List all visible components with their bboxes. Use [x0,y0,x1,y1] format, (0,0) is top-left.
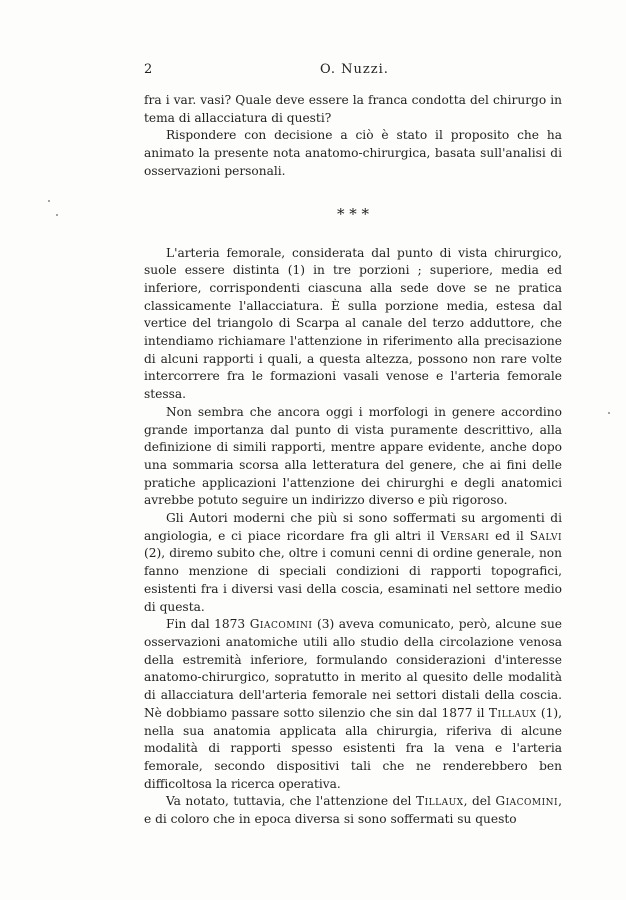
speck [48,200,50,202]
section-asterism: * * * [336,204,370,223]
paragraph-morphologists: Non sembra che ancora oggi i morfologi in genere accordino grande importanza dal punto di vista puramente descrittivo, alla definizione di simili rapporti, mentre appare evidente, anche dopo una sommaria scorsa alla letteratura del genere, che ai fini delle pratiche applicazioni l'attenzione dei chirurghi e degli anatomici avrebbe potuto seguire un indirizzo diverso e più rigoroso. [144,404,562,508]
author-name: Giacomini [495,794,559,809]
paragraph-purpose: Rispondere con decisione a ciò è stato il proposito che ha animato la presente nota anatomo-chirurgica, basata sull'analisi di osservazioni personali. [144,128,562,178]
text-run: , del [463,794,496,809]
author-name: Versari [440,528,490,543]
text-run: Fin dal 1873 [166,617,250,632]
author-name: Tillaux [488,705,537,720]
author-name: Tillaux [415,794,464,809]
speck [608,412,610,414]
paragraph-modern-authors [144,510,562,616]
speck [56,214,58,216]
running-head: O. Nuzzi. [320,62,389,77]
author-name: Giacomini [249,617,313,632]
paragraph-femoral-artery: L'arteria femorale, considerata dal punto di vista chirurgico, suole essere distinta (1) in tre porzioni ; superiore, media ed inferiore, corrispondenti ciascuna alla sede dove se ne pratica classicamente l'allacciatura. È sulla porzione media, estesa dal vertice del triangolo di Scarpa al canale del terzo adduttore, che intendiamo richiamare l'attenzione in riferimento alla precisazione di alcuni rapporti i quali, a questa altezza, possono non rare volte intercorrere fra le formazioni vasali venose e l'arteria femorale stessa. [144,245,562,402]
paragraph-giacomini [144,616,562,793]
text-run: ed il [489,528,530,543]
text-run: , e di coloro che in epoca diversa si sono soffermati su questo [144,794,562,827]
author-name: Salvi [529,528,562,543]
text-run: (1), nella sua anatomia applicata alla chirurgia, riferiva di alcune modalità di rapporti spesso esistenti fra la vena e l'arteria femorale, secondo dispositivi tali che ne renderebbero ben difficoltosa la ricerca operativa. [144,705,562,791]
text-run: Gli Autori moderni che più si sono soffermati su argomenti di angiologia, e ci piace ricordare fra gli altri il [144,511,562,543]
text-run: (3) aveva comunicato, però, alcune sue osservazioni anatomiche utili allo studio della circolazione venosa della estremità inferiore, formulando considerazioni d'interesse anatomo-chirurgico, sopratutto in merito al quesito delle modalità di allacciatura dell'arteria femorale nei settori distali della coscia. Nè dobbiamo passare sotto silenzio che sin dal 1877 il [144,617,563,720]
paragraph-va-notato [144,793,562,828]
page-header [144,62,564,82]
body-text [144,92,562,829]
paragraph-continuation: fra i var. vasi? Quale deve essere la franca condotta del chirurgo in tema di allacciatura di questi? [144,93,562,125]
page-number: 2 [144,62,153,77]
text-run: Va notato, tuttavia, che l'attenzione del [166,794,416,809]
text-run: (2), diremo subito che, oltre i comuni cenni di ordine generale, non fanno menzione di speciali condizioni di rapporti topografici, esistenti fra i diversi vasi della coscia, esaminati nel settore medio di questa. [144,546,562,614]
